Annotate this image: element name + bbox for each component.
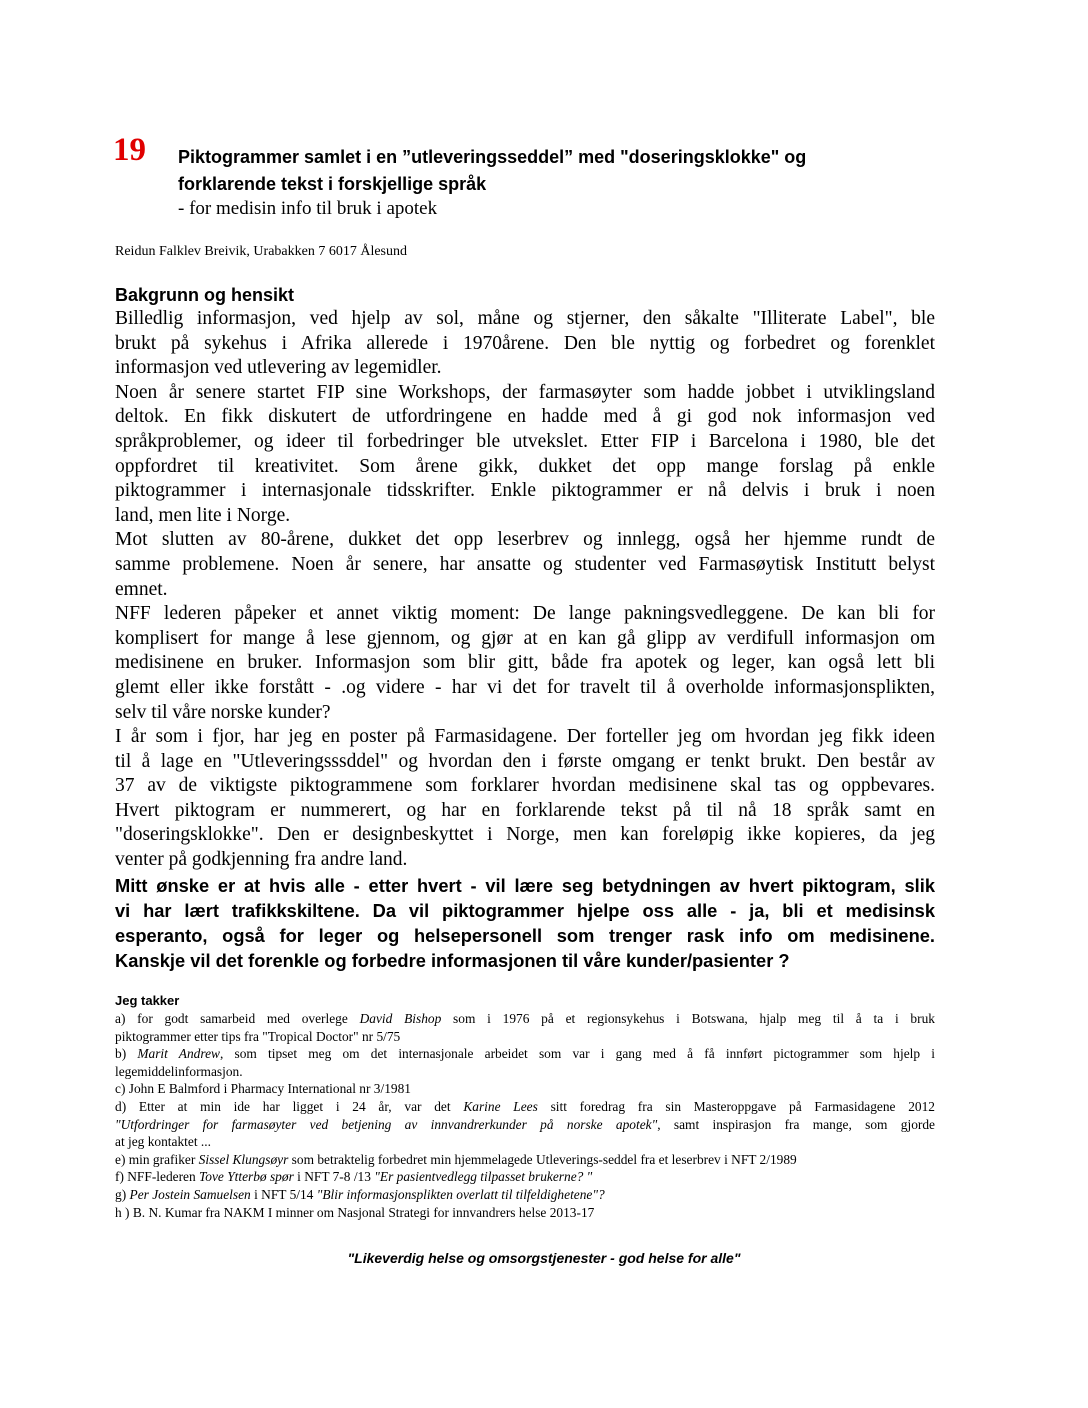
- person-name: Sissel Klungsøyr: [198, 1151, 289, 1167]
- person-name: Tove Ytterbø spør: [199, 1169, 294, 1185]
- acknowledgements: [115, 992, 935, 1221]
- text-line: glemt eller ikke forstått - .og videre - har vi det for travelt til å overholde informasjonsplikten,: [115, 676, 935, 698]
- text-line: "doseringsklokke". Den er designbeskyttet i Norge, men kan foreløpig ikke kopieres, da jeg: [115, 824, 935, 846]
- text-line: [115, 1151, 935, 1169]
- text-line: c) John E Balmford i Pharmacy International nr 3/1981: [115, 1081, 412, 1097]
- acknowledgements-heading: Jeg takker: [115, 993, 180, 1008]
- acknowledgement-item: [115, 1045, 935, 1080]
- text-line: Noen år senere startet FIP sine Workshops, der farmasøyter som hadde jobbet i utviklingsland: [115, 381, 935, 403]
- paragraph-3: [115, 528, 935, 602]
- text-line: land, men lite i Norge.: [115, 504, 291, 526]
- text-line: h ) B. N. Kumar fra NAKM I minner om Nasjonal Strategi for innvandrers helse 2013-17: [115, 1204, 595, 1220]
- text-line: [115, 1186, 935, 1204]
- text-span: d) Etter at min ide har ligget i 24 år, var det: [115, 1098, 464, 1114]
- text-span: som i 1976 på et regionsykehus i Botswana, hjalp meg til å ta i bruk: [441, 1011, 935, 1026]
- text-line: språkproblemer, og ideer til forbedringer ble utvekslet. Etter FIP i Barcelona i 1980, ble det: [115, 430, 935, 452]
- text-line: legemiddelinformasjon.: [115, 1063, 243, 1079]
- title-line-2: forklarende tekst i forskjellige språk: [178, 174, 487, 194]
- text-line: informasjon ved utlevering av legemidler.: [115, 357, 442, 379]
- text-span: b): [115, 1046, 138, 1062]
- cited-title: "Utfordringer for farmasøyter ved betjening av innvandrerkunder på norske apotek": [115, 1116, 658, 1132]
- person-name: Marit Andrew: [137, 1046, 220, 1062]
- text-line: I år som i fjor, har jeg en poster på Farmasidagene. Der forteller jeg om hvordan jeg fikk ideen: [115, 726, 935, 748]
- text-span: i NFT 5/14: [250, 1186, 317, 1202]
- text-span: , samt inspirasjon fra mange, som gjorde: [657, 1116, 935, 1132]
- text-line: Billedlig informasjon, ved hjelp av sol, måne og stjerner, den såkalte "Illiterate Label", ble: [115, 308, 935, 329]
- section-heading: Bakgrunn og hensikt: [115, 285, 295, 305]
- text-line: brukt på sykehus i Afrika allerede i 1970årene. Den ble nyttig og forbedret og forenklet: [115, 332, 935, 354]
- text-line: [115, 1010, 935, 1028]
- acknowledgement-item: [115, 1010, 935, 1045]
- text-span: som betraktelig forbedret min hjemmelagede Utleverings-seddel fra et leserbrev i NFT 2/1989: [288, 1151, 797, 1167]
- text-span: sitt foredrag fra sin Masteroppgave på Farmasidagene 2012: [537, 1098, 936, 1114]
- text-line: til å lage en "Utleveringsssddel" og hvordan den i første omgang er tenkt brukt. Den består av: [115, 750, 935, 772]
- text-line: Mot slutten av 80-årene, dukket det opp leserbrev og innlegg, også her hjemme rundt de: [115, 529, 935, 551]
- subtitle: - for medisin info til bruk i apotek: [178, 198, 438, 219]
- text-span: g): [115, 1186, 130, 1202]
- cited-title: "Er pasientvedlegg tilpasset brukerne? ": [374, 1169, 593, 1185]
- text-line: samme problemene. Noen år senere, har ansatte og studenter ved Farmasøytisk Institutt belyst: [115, 553, 935, 575]
- emphasis-paragraph: [115, 873, 935, 973]
- acknowledgement-item: [115, 1204, 935, 1222]
- text-line: emnet.: [115, 578, 168, 600]
- text-line: at jeg kontaktet ...: [115, 1134, 211, 1150]
- cited-title: "Blir informasjonsplikten overlatt til tilfeldighetene"?: [316, 1186, 605, 1202]
- text-span: a) for godt samarbeid med overlege: [115, 1011, 360, 1026]
- text-line: [115, 1116, 935, 1134]
- text-line: piktogrammer etter tips fra "Tropical Doctor" nr 5/75: [115, 1028, 401, 1044]
- text-span: i NFT 7-8 /13: [293, 1169, 375, 1185]
- person-name: David Bishop: [359, 1011, 442, 1026]
- text-line: oppfordret til kreativitet. Som årene gikk, dukket det opp mange forslag på enkle: [115, 455, 935, 477]
- paragraph-1: [115, 307, 935, 381]
- text-line: selv til våre norske kunder?: [115, 701, 331, 723]
- emphasis-line: vi har lært trafikkskiltene. Da vil piktogrammer hjelpe oss alle - ja, bli et medisinsk: [115, 899, 935, 921]
- person-name: Karine Lees: [463, 1098, 538, 1114]
- text-line: venter på godkjenning fra andre land.: [115, 849, 408, 871]
- section-number: 19: [113, 132, 146, 168]
- acknowledgement-item: [115, 1168, 935, 1186]
- text-line: medisinene en bruker. Informasjon som blir gitt, både fra apotek og leger, kan også lett bli: [115, 652, 935, 674]
- title-line-1: Piktogrammer samlet i en ”utleveringsseddel” med "doseringsklokke" og: [178, 147, 807, 167]
- text-line: piktogrammer i internasjonale tidsskrifter. Enkle piktogrammer er nå delvis i bruk i noen: [115, 480, 935, 502]
- text-line: [115, 1098, 935, 1116]
- emphasis-line: Mitt ønske er at hvis alle - etter hvert - vil lære seg betydningen av hvert piktogram, slik: [115, 874, 935, 896]
- acknowledgement-item: [115, 1151, 935, 1169]
- text-line: [115, 1045, 935, 1063]
- emphasis-line: Kanskje vil det forenkle og forbedre informasjonen til våre kunder/pasienter ?: [115, 949, 790, 971]
- text-line: [115, 1168, 935, 1186]
- paragraph-5: [115, 725, 935, 873]
- text-line: Hvert piktogram er nummerert, og har en forklarende tekst på til nå 18 språk samt en: [115, 799, 935, 821]
- text-line: deltok. En fikk diskutert de utfordringene en hadde med å gi god nok informasjon ved: [115, 406, 935, 428]
- text-span: f) NFF-lederen: [115, 1169, 200, 1185]
- person-name: Per Jostein Samuelsen: [129, 1186, 251, 1202]
- text-span: e) min grafiker: [115, 1151, 199, 1167]
- text-line: 37 av de viktigste piktogrammene som forklarer hvordan medisinene skal tas og oppbevares.: [115, 775, 935, 797]
- author-line: Reidun Falklev Breivik, Urabakken 7 6017 Ålesund: [115, 244, 408, 259]
- acknowledgement-item: [115, 1098, 935, 1151]
- acknowledgement-item: [115, 1186, 935, 1204]
- text-span: , som tipset meg om det internasjonale arbeidet som var i gang med å få innført pictogrammer som hjelp i: [219, 1046, 935, 1062]
- paragraph-2: [115, 381, 935, 529]
- acknowledgement-item: [115, 1080, 935, 1098]
- text-line: NFF lederen påpeker et annet viktig moment: De lange pakningsvedleggene. De kan bli for: [115, 603, 935, 625]
- main-text: [115, 283, 935, 973]
- emphasis-line: esperanto, også for leger og helsepersonell som trenger rask info om medisinene.: [115, 924, 935, 946]
- text-line: komplisert for mange å lese gjennom, og gjør at en kan gå glipp av verdifull informasjon om: [115, 627, 935, 649]
- paragraph-4: [115, 602, 935, 725]
- motto: "Likeverdig helse og omsorgstjenester - god helse for alle": [347, 1250, 741, 1266]
